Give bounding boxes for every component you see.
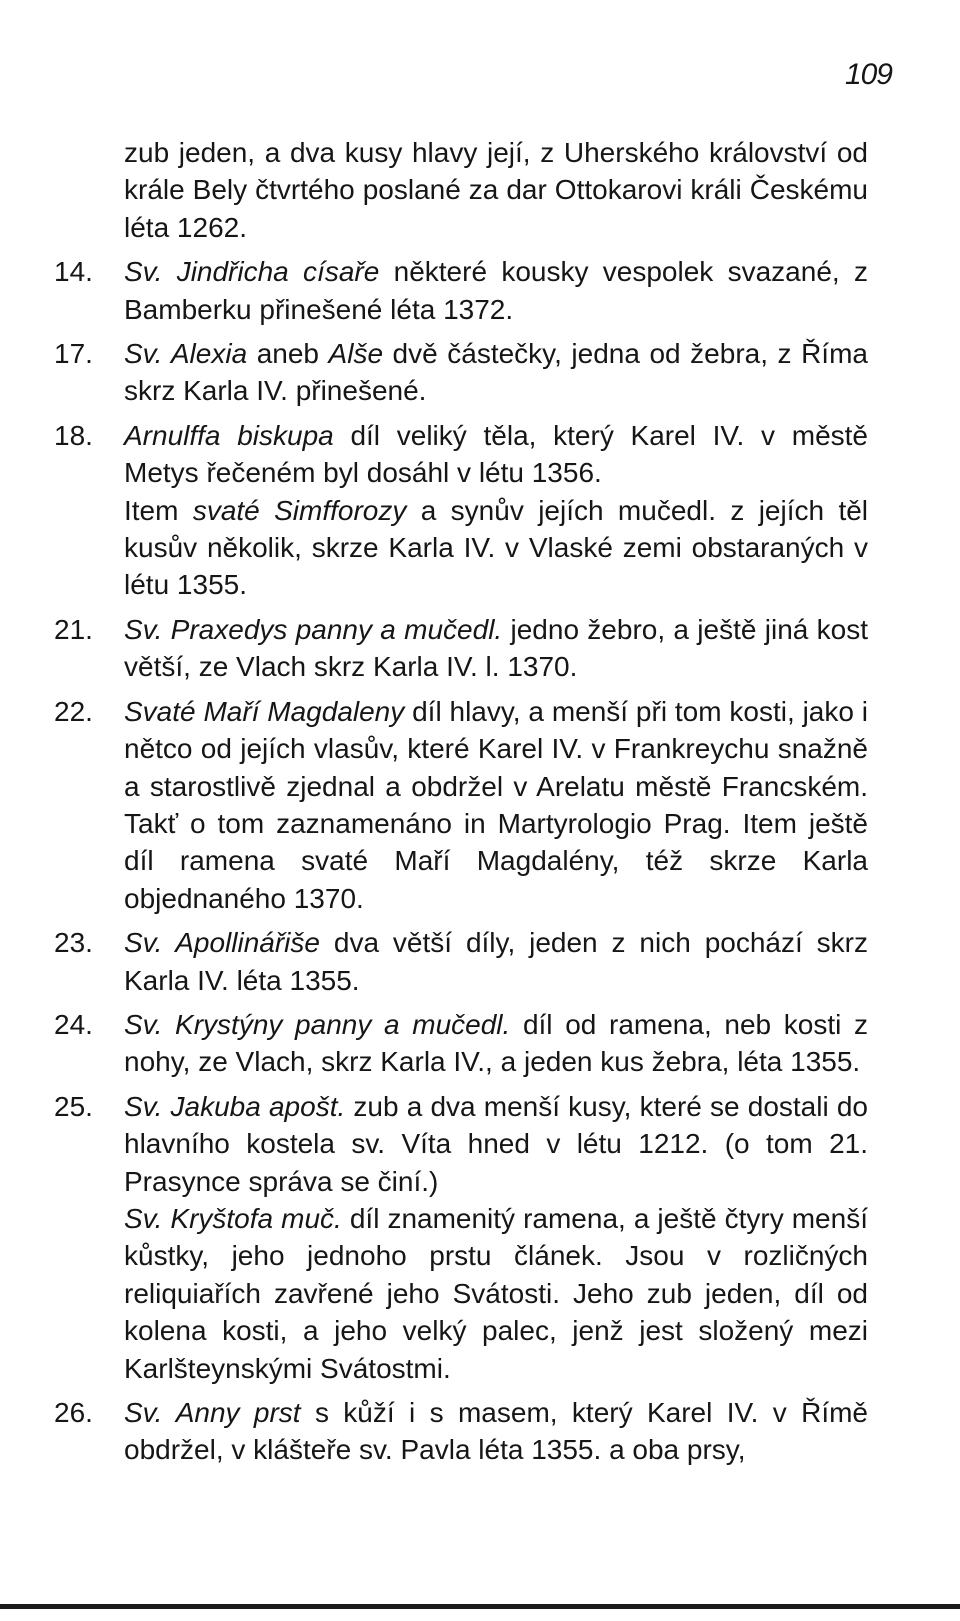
entry-text: [124, 134, 868, 246]
list-item: [54, 924, 868, 999]
entry-name-italic: Sv. Apollinářiše: [124, 927, 320, 959]
entry-name-italic: Sv. Krystýny panny a mučedl.: [124, 1008, 511, 1040]
entry-number: 22.: [54, 695, 93, 727]
entry-name-italic: Sv. Anny prst: [124, 1397, 301, 1428]
list-item: [54, 1200, 868, 1387]
entry-text: [124, 417, 868, 492]
list-item: [54, 417, 868, 492]
entry-number: 24.: [54, 1008, 93, 1040]
entry-text: [124, 1088, 868, 1200]
entry-number: 17.: [54, 338, 93, 370]
entry-text-segment: zub a dva menší kusy, které se dostali do hlavního kostela sv. Víta hned v létu 1212. (o tom 21. Prasynce správa se činí.): [124, 1090, 868, 1197]
entry-text: [124, 1394, 868, 1469]
entry-name-italic: Alše: [328, 338, 384, 370]
entry-text: [124, 253, 868, 328]
entry-text-segment: Item: [124, 494, 193, 526]
page-body: [54, 134, 868, 1476]
entry-text-segment: dvě částečky, jedna od žebra, z Říma skrz Karla IV. přinešené.: [124, 338, 868, 407]
list-item: [54, 1394, 868, 1469]
entry-number: 25.: [54, 1090, 93, 1122]
list-item: [54, 1006, 868, 1081]
entry-name-italic: Arnulffa biskupa: [124, 419, 334, 451]
entry-text-segment: některé kousky vespolek svazané, z Bamberku přinešené léta 1372.: [124, 256, 868, 325]
entry-name-italic: Sv. Praxedys panny a mučedl.: [124, 613, 503, 645]
entry-name-italic: Sv. Jakuba apošt.: [124, 1090, 346, 1122]
entry-text-segment: díl hlavy, a menší při tom kosti, jako i nětco od jejích vlasův, které Karel IV. v Frankreychu snažně a starostlivě zjednal a obdržel v Arelatu městě Francském. Takť o tom zaznamenáno in Martyrologio Prag. Item ještě díl ramena svaté Maří Magdalény, též skrze Karla objednaného 1370.: [124, 695, 869, 914]
entry-text-segment: dva větší díly, jeden z nich pochází skrz Karla IV. léta 1355.: [124, 927, 868, 996]
bottom-rule: [0, 1604, 960, 1609]
entry-text: [124, 335, 868, 410]
entry-name-italic: svaté Simfforozy: [192, 494, 407, 526]
entry-text: [124, 693, 868, 917]
entry-text-segment: díl znamenitý ramena, a ještě čtyry menší kůstky, jeho jednoho prstu článek. Jsou v rozličných reliquiařích zavřené jeho Svátosti. Jeho zub jeden, díl od kolena kosti, a jeho velký palec, jenž jest složený mezi Karlšteynskými Svátostmi.: [124, 1202, 868, 1384]
entry-text: [124, 492, 868, 604]
entry-text-segment: díl veliký těla, který Karel IV. v městě Metys řečeném byl dosáhl v létu 1356.: [124, 419, 868, 489]
entry-number: 14.: [54, 256, 93, 288]
entry-text: [124, 611, 868, 686]
list-item: [54, 1088, 868, 1200]
entry-text-segment: zub jeden, a dva kusy hlavy její, z Uherského království od krále Bely čtvrtého poslané za dar Ottokarovi králi Českému léta 1262.: [124, 137, 868, 243]
list-item: [54, 253, 868, 328]
list-item: [54, 335, 868, 410]
entry-number: 21.: [54, 613, 93, 645]
entry-name-italic: Sv. Kryštofa muč.: [124, 1202, 342, 1234]
list-item: [54, 693, 868, 917]
list-item: [54, 611, 868, 686]
entry-text: [124, 1200, 868, 1387]
list-item: [54, 134, 868, 246]
entry-number: 26.: [54, 1397, 93, 1428]
entry-text: [124, 924, 868, 999]
entry-number: 23.: [54, 927, 93, 959]
entry-text-segment: a synův jejích mučedl. z jejích těl kusův několik, skrze Karla IV. v Vlaské zemi obstaraných v létu 1355.: [124, 494, 869, 601]
list-item: [54, 492, 868, 604]
entry-text: [124, 1006, 868, 1081]
entry-text-segment: aneb: [247, 338, 329, 370]
entry-text-segment: díl od ramena, neb kosti z nohy, ze Vlach, skrz Karla IV., a jeden kus žebra, léta 1355.: [124, 1008, 869, 1078]
entry-name-italic: Svaté Maří Magdaleny: [124, 695, 405, 727]
entry-text-segment: jedno žebro, a ještě jiná kost větší, ze Vlach skrz Karla IV. l. 1370.: [124, 613, 868, 683]
entry-name-italic: Sv. Alexia: [124, 338, 248, 370]
entry-name-italic: Sv. Jindřicha císaře: [124, 256, 380, 288]
entry-text-segment: s kůží i s masem, který Karel IV. v Římě obdržel, v klášteře sv. Pavla léta 1355. a oba prsy,: [124, 1397, 868, 1466]
entry-number: 18.: [54, 419, 93, 451]
page-number: 109: [844, 58, 892, 91]
